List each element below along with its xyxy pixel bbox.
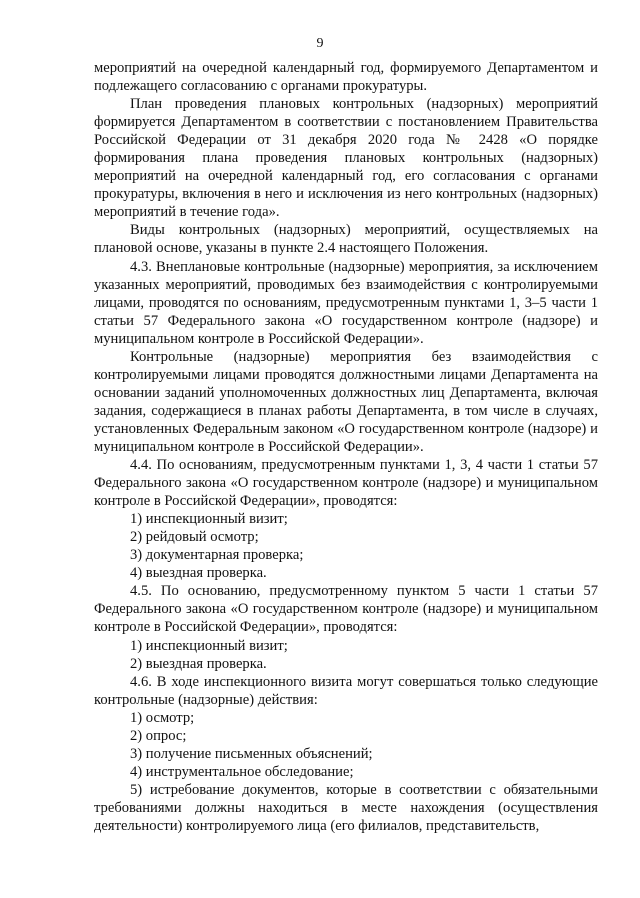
clause-4-5: 4.5. По основанию, предусмотренному пунктом 5 части 1 статьи 57 Федерального закона «О государственном контроле (надзоре) и муниципальном контроле в Российской Федерации», проводятся:	[94, 583, 598, 636]
document-body	[94, 59, 598, 835]
list-item: 1) инспекционный визит;	[130, 511, 288, 528]
paragraph-no-interaction: Контрольные (надзорные) мероприятия без взаимодействия с контролируемыми лицами проводятся должностными лицами Департамента на основании заданий уполномоченных должностных лиц Департамента, включая задания, содержащиеся в планах работы Департамента, в том числе в случаях, установленных Федеральным законом «О государственном контроле (надзоре) и муниципальном контроле в Российской Федерации».	[94, 348, 598, 455]
list-item: 4) выездная проверка.	[130, 565, 267, 582]
paragraph-plan: План проведения плановых контрольных (надзорных) мероприятий формируется Департаментом в соответствии с постановлением Правительства Российской Федерации от 31 декабря 2020 года № 2428 «О порядке формирования плана проведения плановых контрольных (надзорных) мероприятий на очередной календарный год, его согласования с органами прокуратуры, включения в него и исключения из него контрольных (надзорных) мероприятий в течение года».	[94, 96, 598, 221]
list-item: 2) выездная проверка.	[130, 655, 267, 672]
list-item: 4) инструментальное обследование;	[130, 763, 354, 780]
list-item: 2) опрос;	[130, 727, 187, 744]
clause-4-6: 4.6. В ходе инспекционного визита могут совершаться только следующие контрольные (надзорные) действия:	[94, 673, 598, 708]
list-item: 1) осмотр;	[130, 709, 195, 726]
list-item: 2) рейдовый осмотр;	[130, 529, 259, 546]
paragraph-types: Виды контрольных (надзорных) мероприятий, осуществляемых на плановой основе, указаны в пункте 2.4 настоящего Положения.	[94, 222, 598, 257]
list-item: 1) инспекционный визит;	[130, 637, 288, 654]
clause-4-4: 4.4. По основаниям, предусмотренным пунктами 1, 3, 4 части 1 статьи 57 Федерального закона «О государственном контроле (надзоре) и муниципальном контроле в Российской Федерации», проводятся:	[94, 457, 598, 510]
list-item: 3) документарная проверка;	[130, 547, 304, 564]
list-item: 5) истребование документов, которые в соответствии с обязательными требованиями должны находиться в месте нахождения (осуществления деятельности) контролируемого лица (его филиалов, представительств,	[94, 781, 598, 834]
paragraph-continuation: мероприятий на очередной календарный год, формируемого Департаментом и подлежащего согласованию с органами прокуратуры.	[94, 60, 598, 95]
page-number: 9	[316, 36, 324, 51]
list-item: 3) получение письменных объяснений;	[130, 745, 373, 762]
clause-4-3: 4.3. Внеплановые контрольные (надзорные) мероприятия, за исключением указанных мероприятий, проводимых без взаимодействия с контролируемыми лицами, проводятся по основаниям, предусмотренным пунктами 1, 3–5 части 1 статьи 57 Федерального закона «О государственном контроле (надзоре) и муниципальном контроле в Российской Федерации».	[94, 258, 598, 347]
